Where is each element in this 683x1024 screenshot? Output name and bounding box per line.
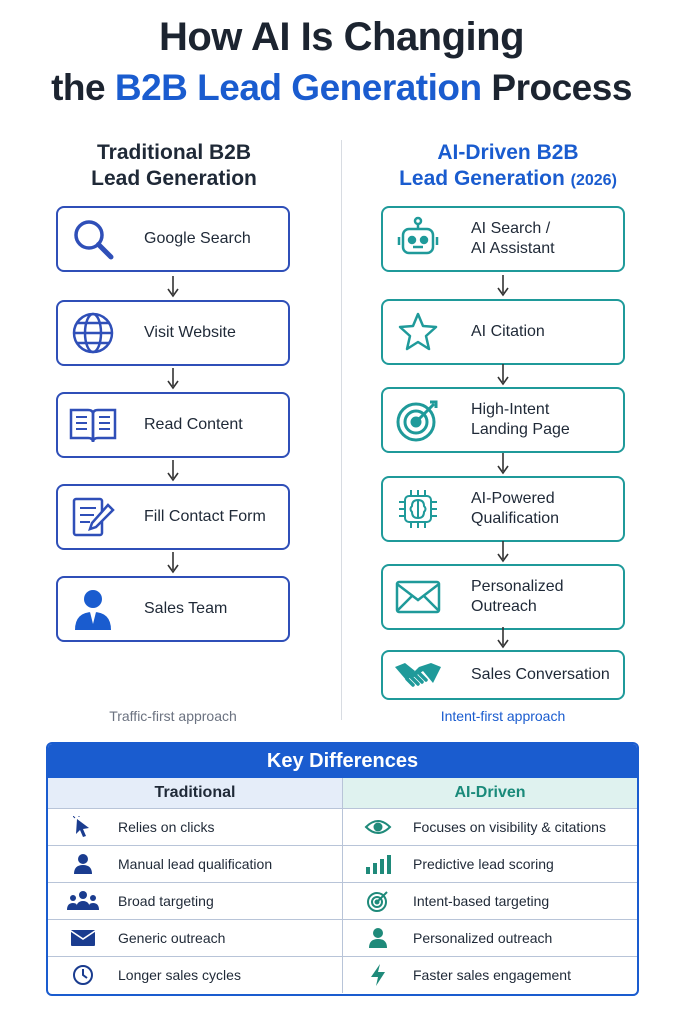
handshake-icon xyxy=(383,657,453,693)
target-icon xyxy=(383,396,453,444)
salesperson-icon xyxy=(58,586,128,632)
envelope-icon xyxy=(48,929,118,947)
step-fill-contact-form: Fill Contact Form xyxy=(56,484,290,550)
globe-icon xyxy=(58,310,128,356)
key-differences-column-headers xyxy=(48,778,637,808)
title-accent: B2B Lead Generation xyxy=(114,67,482,108)
traditional-caption: Traffic-first approach xyxy=(109,708,237,724)
table-row: Manual lead qualification Predictive lead scoring xyxy=(48,845,637,882)
flow-arrow xyxy=(497,453,509,475)
robot-icon xyxy=(383,216,453,262)
magnifier-icon xyxy=(58,216,128,262)
envelope-icon xyxy=(383,578,453,616)
step-ai-powered-qualification: AI-Powered Qualification xyxy=(381,476,625,542)
step-personalized-outreach: Personalized Outreach xyxy=(381,564,625,630)
col-header-ai-driven: AI-Driven xyxy=(343,778,637,808)
eye-icon xyxy=(343,818,413,836)
cursor-icon xyxy=(48,816,118,838)
step-sales-team: Sales Team xyxy=(56,576,290,642)
step-read-content: Read Content xyxy=(56,392,290,458)
step-visit-website: Visit Website xyxy=(56,300,290,366)
ai-heading-year: (2026) xyxy=(570,172,617,189)
infographic-title xyxy=(0,12,683,114)
ai-driven-heading: AI-Driven B2B Lead Generation (2026) xyxy=(399,141,617,190)
flow-arrow xyxy=(167,276,179,298)
star-icon xyxy=(383,310,453,354)
flow-arrow xyxy=(167,368,179,390)
traditional-heading: Traditional B2B Lead Generation xyxy=(91,141,257,190)
open-book-icon xyxy=(58,404,128,446)
flow-arrow xyxy=(167,552,179,574)
table-row: Longer sales cycles Faster sales engagement xyxy=(48,956,637,993)
flow-arrow xyxy=(497,541,509,563)
title-line-2: the B2B Lead Generation Process xyxy=(51,67,632,108)
clock-icon xyxy=(48,964,118,986)
person-icon xyxy=(343,927,413,949)
title-line-1: How AI Is Changing xyxy=(158,15,525,59)
step-ai-citation: AI Citation xyxy=(381,299,625,365)
key-differences-table xyxy=(46,742,639,996)
step-sales-conversation: Sales Conversation xyxy=(381,650,625,700)
target-icon xyxy=(343,889,413,913)
lightning-icon xyxy=(343,963,413,987)
col-header-traditional: Traditional xyxy=(48,778,343,808)
key-differences-title: Key Differences xyxy=(48,744,637,778)
flow-arrow xyxy=(497,364,509,386)
flow-arrow xyxy=(497,275,509,297)
group-icon xyxy=(48,890,118,912)
flow-arrow xyxy=(497,627,509,649)
step-ai-search: AI Search / AI Assistant xyxy=(381,206,625,272)
form-pencil-icon xyxy=(58,495,128,539)
flow-arrow xyxy=(167,460,179,482)
table-row: Relies on clicks Focuses on visibility & citations xyxy=(48,808,637,845)
table-row: Broad targeting Intent-based targeting xyxy=(48,882,637,919)
bar-chart-icon xyxy=(343,853,413,875)
ai-chip-icon xyxy=(383,486,453,532)
ai-caption: Intent-first approach xyxy=(440,708,566,724)
table-row: Generic outreach Personalized outreach xyxy=(48,919,637,956)
column-divider xyxy=(341,140,342,720)
person-icon xyxy=(48,853,118,875)
step-google-search: Google Search xyxy=(56,206,290,272)
step-high-intent-landing-page: High-Intent Landing Page xyxy=(381,387,625,453)
